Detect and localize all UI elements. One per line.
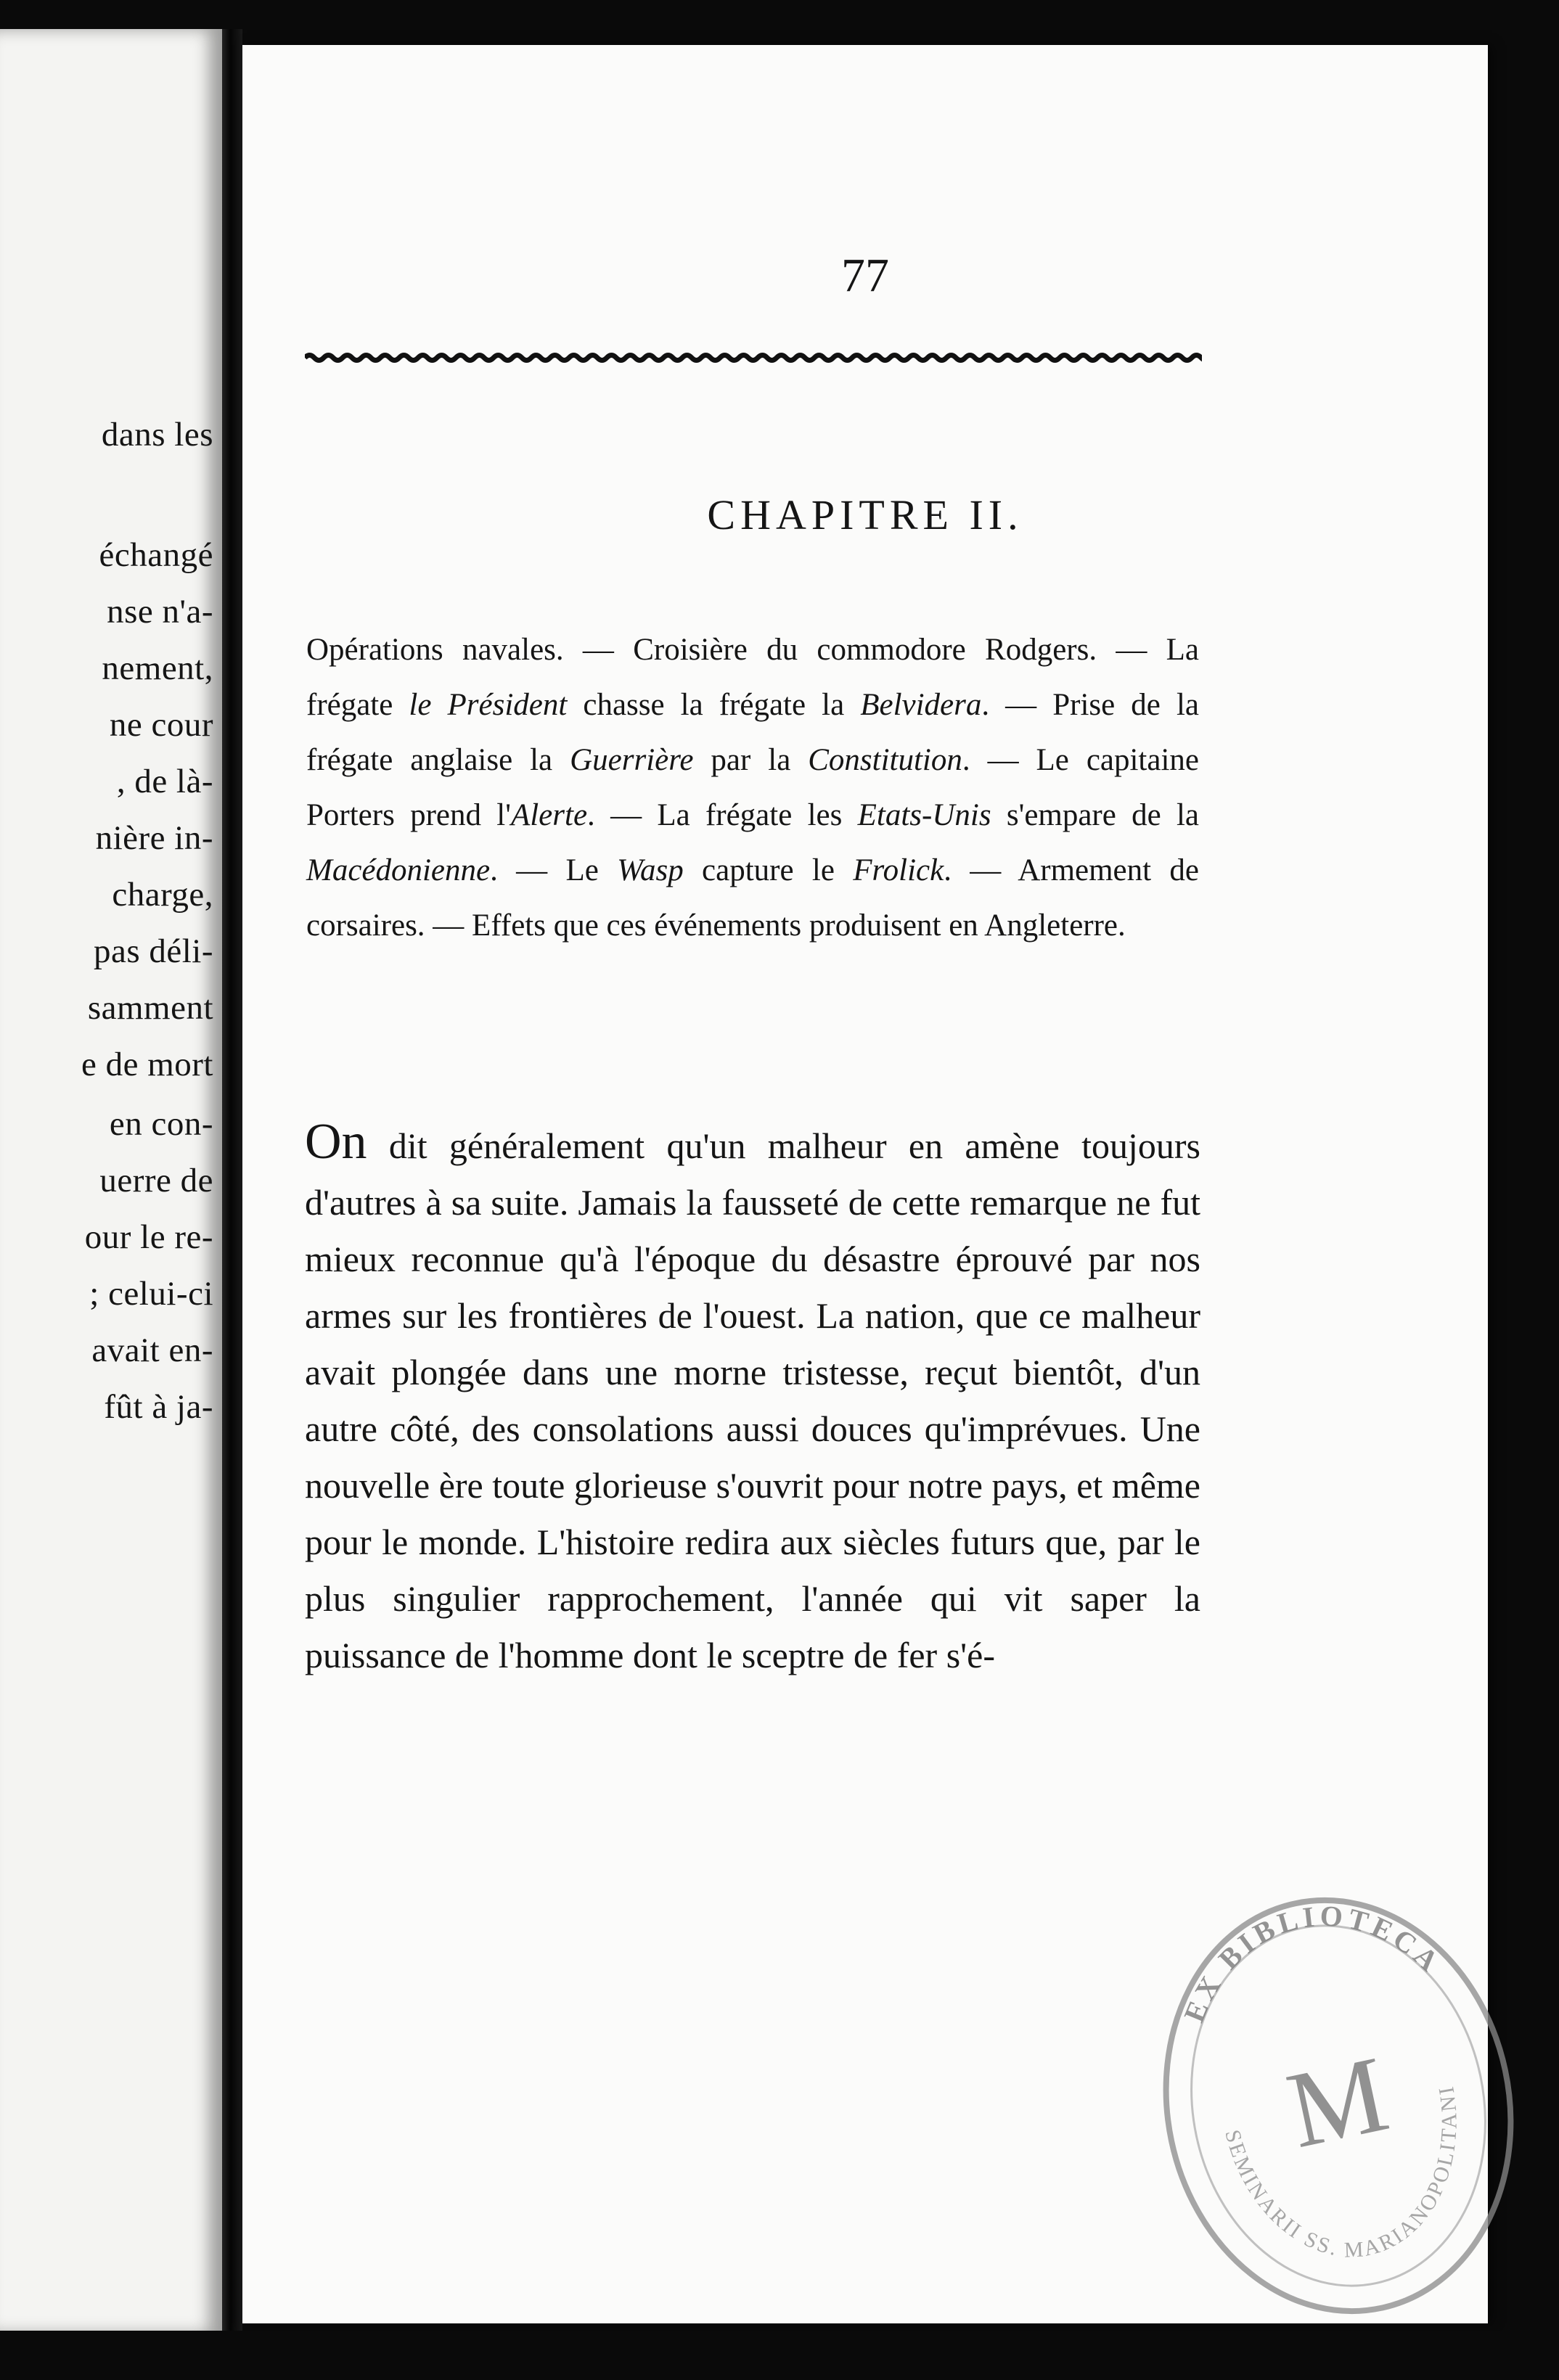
scan-border-bottom xyxy=(0,2331,1559,2380)
ship-name: le Président xyxy=(409,688,568,722)
library-stamp xyxy=(1108,1853,1559,2358)
stamp-inner-text: SEMINARII SS. MARIANOPOLITANI xyxy=(1220,2082,1462,2262)
left-page-line: samment xyxy=(87,989,213,1027)
left-page-line: nement, xyxy=(102,649,213,687)
body-paragraph xyxy=(305,1114,1200,1683)
left-page-line: échangé xyxy=(99,536,213,574)
left-page-line: our le re- xyxy=(84,1218,213,1256)
summary-text: . — Prise de la frégate anglaise la xyxy=(306,688,1199,777)
ship-name: Frolick xyxy=(853,853,944,887)
summary-text: par la xyxy=(693,743,809,777)
left-page-line: nse n'a- xyxy=(107,593,213,631)
left-page-line: e de mort xyxy=(81,1046,213,1083)
chapter-title: CHAPITRE II. xyxy=(707,491,1023,538)
chapter-summary xyxy=(306,623,1199,953)
summary-text: . — Le capitaine Porters prend l' xyxy=(306,743,1199,832)
wavy-rule-ornament xyxy=(305,345,1202,370)
page-number: 77 xyxy=(841,249,889,302)
stamp-outer-text: EX BIBLIOTECA xyxy=(1177,1899,1449,2027)
summary-text: . — Armement de corsaires. — Effets que ces événements produisent en Angleterre. xyxy=(306,853,1199,943)
ship-name: Wasp xyxy=(617,853,684,887)
ship-name: Macédonienne xyxy=(306,853,491,887)
svg-text:EX BIBLIOTECA xyxy=(1160,1874,1452,2032)
left-page-line: ; celui-ci xyxy=(89,1275,213,1313)
ship-name: Etats-Unis xyxy=(857,798,991,832)
left-page-line: pas déli- xyxy=(93,932,213,970)
left-page-line: avait en- xyxy=(91,1331,213,1369)
left-page-line: ne cour xyxy=(109,706,213,744)
summary-text: chasse la frégate la xyxy=(567,688,861,722)
stamp-monogram: M xyxy=(1277,2033,1398,2172)
summary-text: . — La frégate les xyxy=(587,798,858,832)
left-page-line: charge, xyxy=(112,876,213,914)
left-page-line: en con- xyxy=(109,1105,213,1143)
right-page xyxy=(242,45,1488,2323)
left-page-line: uerre de xyxy=(99,1162,213,1199)
book-gutter xyxy=(222,29,242,2334)
drop-cap: On xyxy=(305,1114,367,1170)
summary-text: . — Le xyxy=(490,853,618,887)
ship-name: Constitution xyxy=(808,743,962,777)
left-page-line: fût à ja- xyxy=(104,1388,213,1426)
left-page-fragment xyxy=(0,29,222,2334)
body-text: dit généralement qu'un malheur en amène toujours d'autres à sa suite. Jamais la fausseté de cette remarque ne fut mieux reconnue qu'à l'époque du désastre éprouvé par nos armes sur les frontières de l'ouest. La nation, que ce malheur avait plongée dans une morne tristesse, reçut bientôt, d'un autre côté, des consolations aussi douces qu'imprévues. Une nouvelle ère toute glorieuse s'ouvrit pour notre pays, et même pour le monde. L'histoire redira aux siècles futurs que, par le plus singulier rapprochement, l'année qui vit saper la puissance de l'homme dont le sceptre de fer s'é- xyxy=(305,1125,1200,1675)
summary-text: s'empare de la xyxy=(991,798,1199,832)
ship-name: Belvidera xyxy=(860,688,982,722)
summary-text: capture le xyxy=(683,853,854,887)
left-page-line: nière in- xyxy=(95,819,213,857)
summary-text: Opérations navales. — Croisière du commodore Rodgers. — La frégate xyxy=(306,633,1199,722)
ship-name: Alerte xyxy=(510,798,588,832)
left-page-line: dans les xyxy=(101,416,213,454)
left-page-line: , de là- xyxy=(116,763,213,800)
ship-name: Guerrière xyxy=(570,743,694,777)
